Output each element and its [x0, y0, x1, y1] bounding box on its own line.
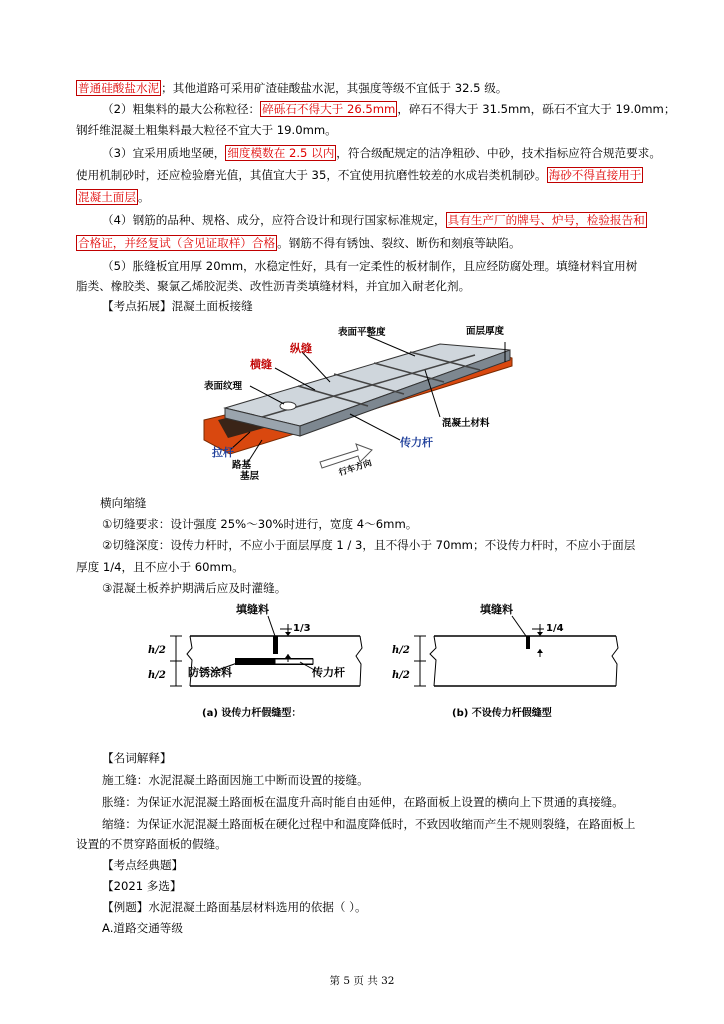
section-a [148, 602, 362, 719]
label-traffic-direction: 行车方向 [337, 458, 374, 479]
label-anticorrosion: 防锈涂料 [188, 666, 232, 679]
caption-a: (a) 设传力杆假缝型： [202, 708, 302, 719]
highlight-rebar-b: 合格证，并经复试（含见证取样）合格 [78, 236, 276, 250]
label-base: 基层 [240, 471, 260, 480]
paragraph-coarse-aggregate-2: 钢纤维混凝土粗集料最大粒径不宜大于 19.0mm。 [76, 123, 337, 137]
transverse-item2-cont: 厚度 1/4，且不应小于 60mm。 [76, 560, 244, 574]
label-ratio-b: 1/4 [546, 623, 564, 634]
page-footer: 第 5 页 共 32 [329, 975, 395, 987]
option-a: A.道路交通等级 [102, 921, 183, 935]
text: （2）粗集料的最大公称粒径： [102, 102, 261, 116]
joint-section-diagram [140, 598, 640, 728]
question-text: 【例题】水泥混凝土路面基层材料选用的依据（ ）。 [102, 900, 367, 914]
label-tie-bar: 拉杆 [212, 446, 234, 459]
label-filler-a: 填缝料 [236, 603, 269, 616]
terms-heading: 【名词解释】 [102, 751, 172, 765]
transverse-item1: ①切缝要求：设计强度 25%～30%时进行，宽度 4～6mm。 [102, 517, 418, 531]
paragraph-sand-2 [76, 167, 664, 183]
text: （4）钢筋的品种、规格、成分，应符合设计和现行国家标准规定， [102, 213, 446, 227]
caption-b: (b) 不设传力杆假缝型 [452, 708, 552, 719]
label-surface-flatness: 表面平整度 [338, 327, 386, 338]
highlight-fineness: 细度模数在 2.5 以内 [227, 146, 335, 160]
label-layer-thickness: 面层厚度 [466, 326, 505, 337]
label-surface-texture: 表面纹理 [204, 381, 243, 392]
paragraph-expansion-board: （5）胀缝板宜用厚 20mm，水稳定性好，具有一定柔性的板材制作，且应经防腐处理。填缝材料宜用树 [102, 259, 638, 273]
label-longitudinal-joint: 纵缝 [290, 342, 312, 355]
saw-cut-b [526, 636, 530, 649]
label-filler-b: 填缝料 [480, 603, 513, 616]
paragraph-cement [76, 80, 664, 96]
term-construction-joint: 施工缝：水泥混凝土路面因施工中断而设置的接缝。 [102, 773, 369, 787]
text: 使用机制砂时，还应检验磨光值，其值宜大于 35，不宜使用抗磨性较差的水成岩类机制砂。 [76, 168, 547, 182]
label-h2-bot-b: h/2 [392, 670, 410, 681]
label-transverse-joint: 横缝 [250, 358, 272, 371]
highlight-sea-sand-a: 海砂不得直接用于 [548, 168, 642, 182]
paragraph-rebar-2 [76, 235, 664, 251]
text: 。钢筋不得有锈蚀、裂纹、断伤和刻痕等缺陷。 [277, 236, 521, 250]
highlight-rebar-a: 具有生产厂的牌号、炉号，检验报告和 [447, 213, 645, 227]
transverse-item2: ②切缝深度：设传力杆时，不应小于面层厚度 1 / 3，且不得小于 70mm；不设传力杆时，不应小于面层 [102, 538, 636, 552]
classic-year: 【2021 多选】 [102, 879, 182, 893]
term-contraction-joint: 缩缝：为保证水泥混凝土路面板在硬化过程中和温度降低时，不致因收缩而产生不规则裂缝，在路面板上 [102, 817, 636, 831]
text: ，符合级配规定的洁净粗砂、中砂，技术指标应符合规范要求。 [336, 146, 661, 160]
transverse-title: 横向缩缝 [100, 496, 147, 510]
concrete-slab [225, 344, 510, 426]
paragraph-sand [76, 145, 664, 161]
label-h2-bot-a: h/2 [148, 670, 166, 681]
highlight-ordinary-portland: 普通硅酸盐水泥 [78, 81, 160, 95]
section-heading-joints: 【考点拓展】混凝土面板接缝 [102, 299, 253, 313]
highlight-gravel-size: 碎砾石不得大于 26.5mm [262, 102, 396, 116]
label-h2-top-a: h/2 [148, 645, 166, 656]
label-concrete-material: 混凝土材料 [442, 418, 490, 429]
label-dowel-bar: 传力杆 [400, 436, 433, 449]
paragraph-sand-3 [76, 189, 664, 205]
classic-heading: 【考点经典题】 [102, 858, 184, 872]
label-ratio-a: 1/3 [293, 623, 311, 634]
highlight-sea-sand-b: 混凝土面层 [78, 190, 136, 204]
label-dowel-a: 传力杆 [312, 666, 345, 679]
text: （3）宜采用质地坚硬， [102, 146, 226, 160]
paragraph-rebar [76, 212, 664, 228]
text: ；其他道路可采用矿渣硅酸盐水泥，其强度等级不宜低于 32.5 级。 [161, 81, 508, 95]
label-h2-top-b: h/2 [392, 645, 410, 656]
term-contraction-joint-2: 设置的不贯穿路面板的假缝。 [76, 837, 227, 851]
text: ，碎石不得大于 31.5mm，砾石不宜大于 19.0mm； [397, 102, 676, 116]
paragraph-expansion-board-2: 脂类、橡胶类、聚氯乙烯胶泥类、改性沥青类填缝材料，并宜加入耐老化剂。 [76, 279, 471, 293]
pavement-joint-diagram [190, 322, 535, 480]
paragraph-coarse-aggregate [76, 101, 676, 117]
label-subgrade: 路基 [232, 460, 252, 471]
text: 。 [137, 190, 150, 204]
transverse-item3: ③混凝土板养护期满后应及时灌缝。 [102, 581, 287, 595]
term-expansion-joint: 胀缝：为保证水泥混凝土路面板在温度升高时能自由延伸，在路面板上设置的横向上下贯通的真接缝。 [102, 795, 624, 809]
section-b [392, 602, 618, 719]
